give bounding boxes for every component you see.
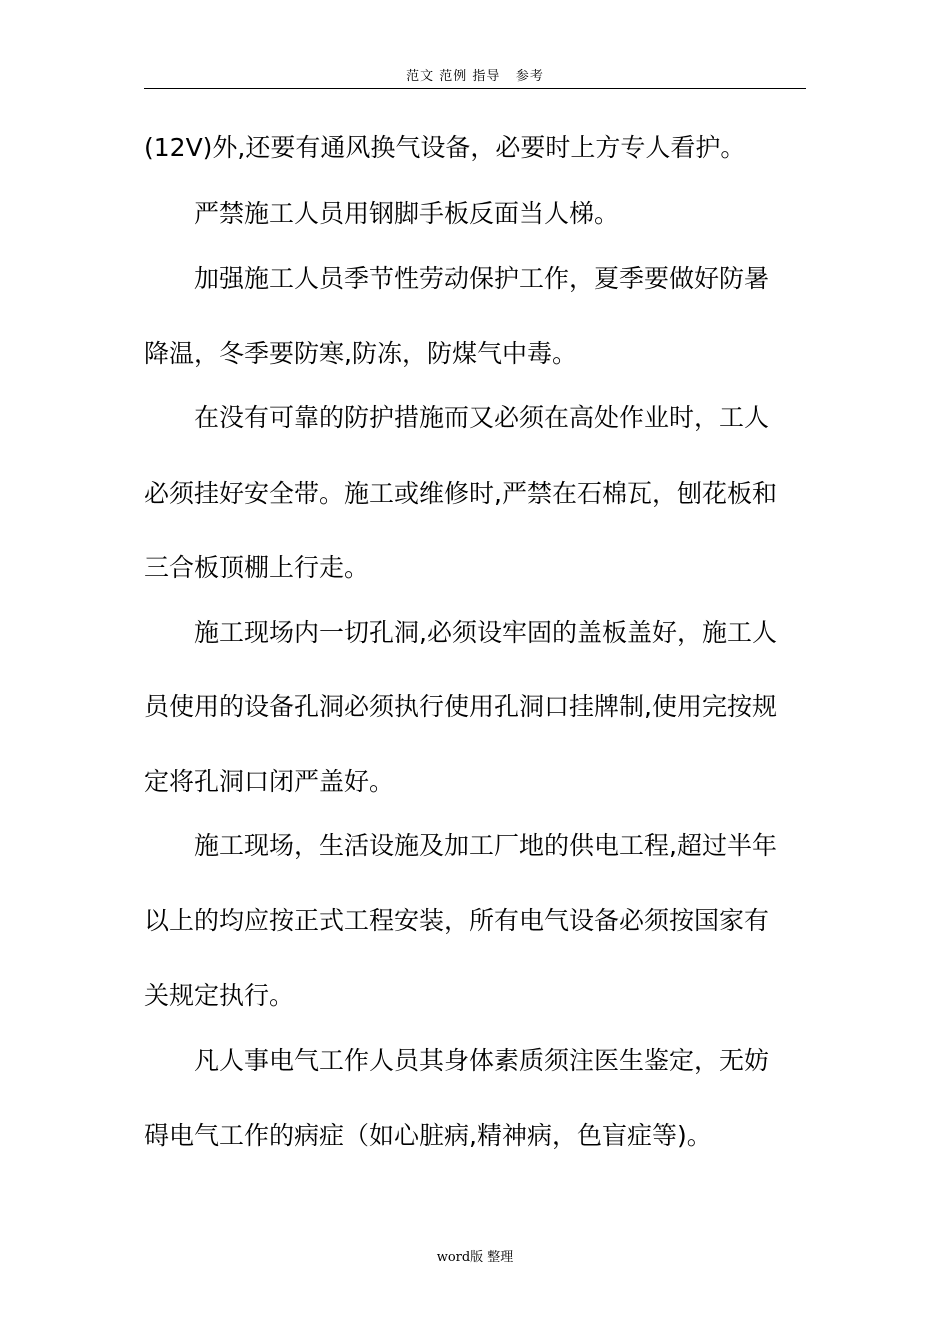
text-line: 以上的均应按正式工程安装，所有电气设备必须按国家有 — [144, 906, 770, 935]
text-line: 三合板顶棚上行走。 — [144, 553, 370, 582]
paragraph-first-line: 严禁施工人员用钢脚手板反面当人梯。 — [194, 199, 620, 228]
text-line: 定将孔洞口闭严盖好。 — [144, 767, 395, 796]
text-line: 必须挂好安全带。施工或维修时,严禁在石棉瓦，刨花板和 — [144, 479, 777, 508]
header-text: 范文 范例 指导 参考 — [406, 69, 544, 84]
header-divider — [144, 88, 806, 89]
paragraph-first-line: 施工现场，生活设施及加工厂地的供电工程,超过半年 — [194, 831, 777, 860]
text-line: (12Ⅴ)外,还要有通风换气设备，必要时上方专人看护。 — [144, 133, 746, 162]
text-line: 关规定执行。 — [144, 981, 295, 1010]
text-line: 员使用的设备孔洞必须执行使用孔洞口挂牌制,使用完按规 — [144, 692, 777, 721]
paragraph-first-line: 施工现场内一切孔洞,必须设牢固的盖板盖好，施工人 — [194, 618, 777, 647]
page-footer: word版 整理 — [436, 1250, 514, 1265]
paragraph-first-line: 在没有可靠的防护措施而又必须在高处作业时，工人 — [194, 403, 770, 432]
text-line: 降温，冬季要防寒,防冻，防煤气中毒。 — [144, 339, 577, 368]
text-line: 碍电气工作的病症（如心脏病,精神病，色盲症等)。 — [144, 1121, 712, 1150]
paragraph-first-line: 加强施工人员季节性劳动保护工作，夏季要做好防暑 — [194, 264, 770, 293]
paragraph-first-line: 凡人事电气工作人员其身体素质须注医生鉴定，无妨 — [194, 1046, 770, 1075]
